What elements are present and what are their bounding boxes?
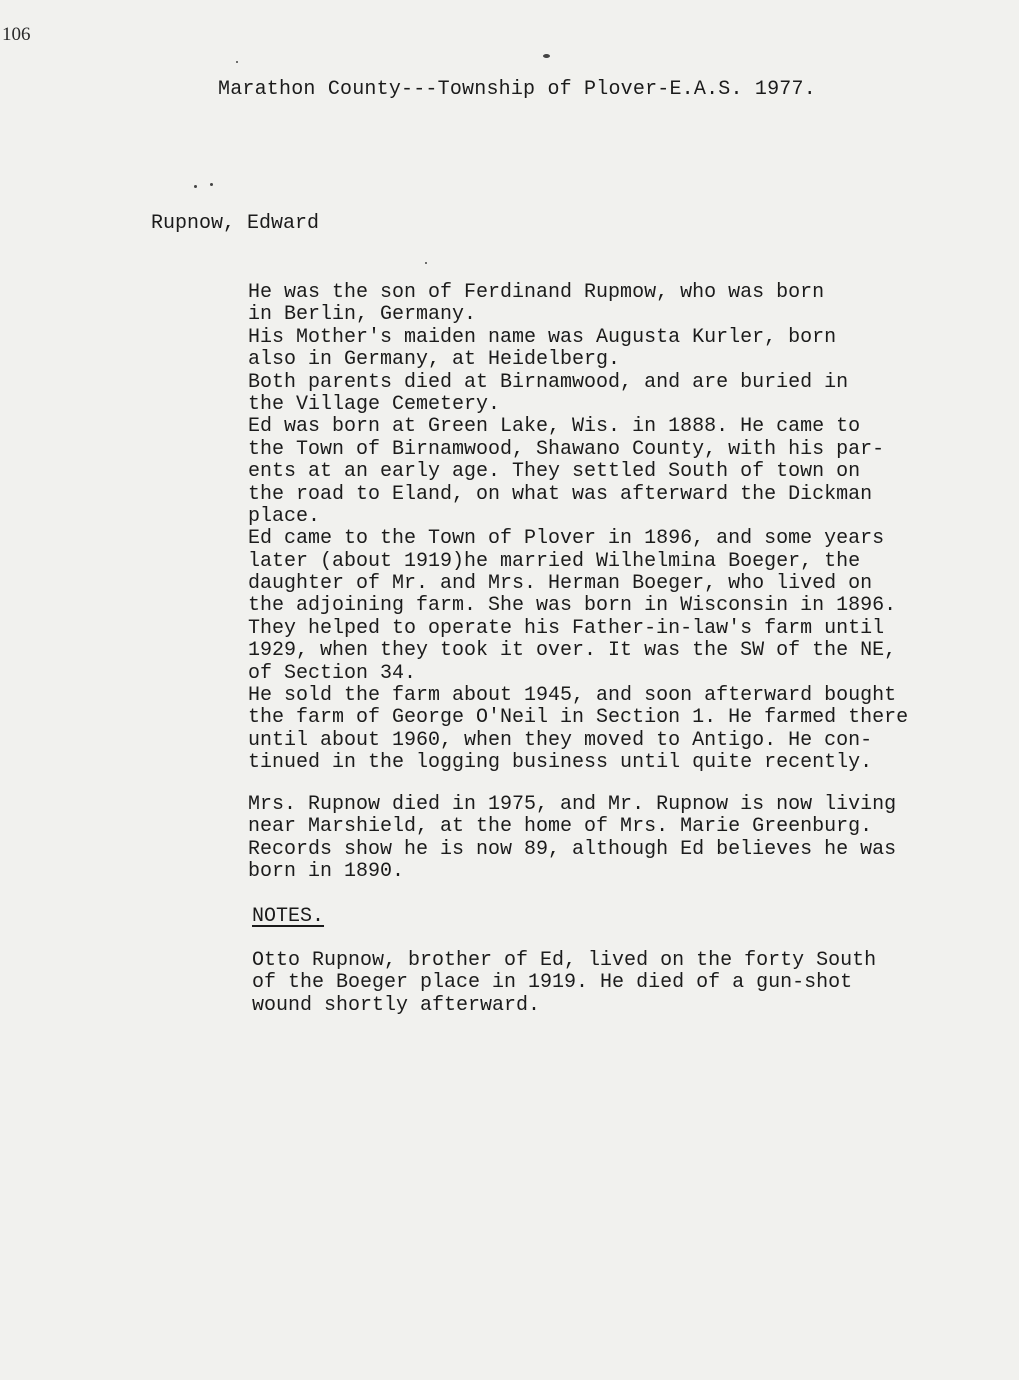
text-line: later (about 1919)he married Wilhelmina Boeger, the (248, 549, 861, 573)
scan-speck (543, 54, 550, 58)
scan-speck (236, 61, 238, 63)
text-line: the farm of George O'Neil in Section 1. He farmed there (248, 706, 909, 730)
page-number: 106 (2, 24, 31, 45)
text-line: ents at an early age. They settled South of town on (248, 460, 861, 484)
notes-heading: NOTES. (252, 905, 325, 928)
text-line: He sold the farm about 1945, and soon afterward bought (248, 684, 897, 708)
biography-paragraph-1 (248, 282, 908, 775)
notes-paragraph (252, 950, 876, 1017)
text-line: wound shortly afterward. (252, 993, 541, 1017)
scan-speck (425, 262, 427, 264)
text-line: 1929, when they took it over. It was the SW of the NE, (248, 639, 897, 663)
text-line: in Berlin, Germany. (248, 303, 477, 327)
text-line: Otto Rupnow, brother of Ed, lived on the forty South (252, 949, 877, 972)
subject-name: Rupnow, Edward (151, 212, 320, 235)
text-line: the Town of Birnamwood, Shawano County, with his par- (248, 437, 885, 461)
text-line: Ed came to the Town of Plover in 1896, and some years (248, 527, 885, 551)
text-line: of Section 34. (248, 661, 417, 685)
scan-speck (210, 183, 213, 186)
text-line: the adjoining farm. She was born in Wisconsin in 1896. (248, 594, 897, 618)
text-line: born in 1890. (248, 860, 405, 884)
text-line: daughter of Mr. and Mrs. Herman Boeger, who lived on (248, 572, 873, 596)
text-line: also in Germany, at Heidelberg. (248, 348, 621, 372)
text-line: Both parents died at Birnamwood, and are buried in (248, 370, 849, 394)
text-line: He was the son of Ferdinand Rupmow, who was born (248, 281, 825, 304)
text-line: tinued in the logging business until quite recently. (248, 751, 873, 775)
text-line: until about 1960, when they moved to Antigo. He con- (248, 728, 873, 752)
text-line: of the Boeger place in 1919. He died of a gun-shot (252, 971, 853, 995)
text-line: the road to Eland, on what was afterward the Dickman (248, 482, 873, 506)
text-line: Mrs. Rupnow died in 1975, and Mr. Rupnow is now living (248, 793, 897, 816)
text-line: Ed was born at Green Lake, Wis. in 1888. He came to (248, 415, 861, 439)
text-line: His Mother's maiden name was Augusta Kurler, born (248, 325, 837, 349)
biography-paragraph-2 (248, 794, 896, 884)
text-line: place. (248, 504, 321, 528)
document-header: Marathon County---Township of Plover-E.A.S. 1977. (218, 78, 816, 101)
text-line: Records show he is now 89, although Ed believes he was (248, 837, 897, 861)
text-line: near Marshield, at the home of Mrs. Marie Greenburg. (248, 815, 873, 839)
text-line: They helped to operate his Father-in-law's farm until (248, 616, 885, 640)
text-line: the Village Cemetery. (248, 392, 501, 416)
scan-speck (194, 185, 197, 188)
